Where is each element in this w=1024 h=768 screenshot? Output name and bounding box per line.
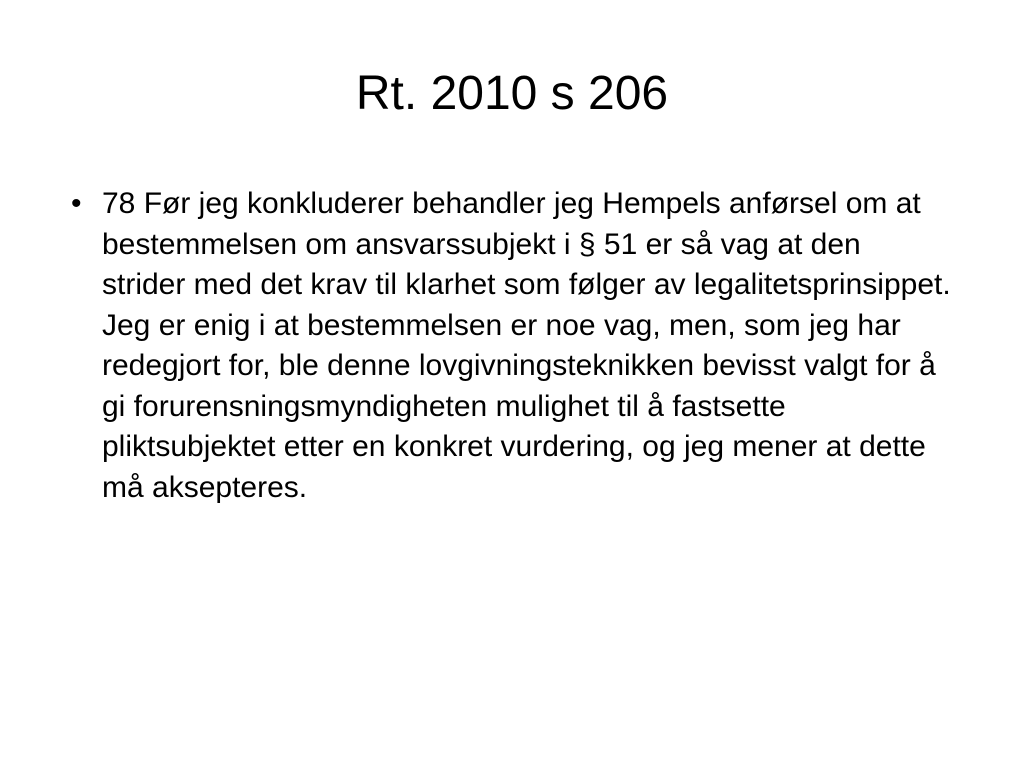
bullet-marker-icon: • [71, 187, 82, 220]
slide-title: Rt. 2010 s 206 [355, 67, 669, 120]
slide-body [60, 184, 960, 508]
bullet-item [60, 184, 960, 508]
bullet-text: 78 Før jeg konkluderer behandler jeg Hempels anførsel om at bestemmelsen om ansvarssubjekt i § 51 er så vag at den strider med det krav til klarhet som følger av legalitetsprinsippet. Jeg er enig i at bestemmelsen er noe vag, men, som jeg har redegjort for, ble denne lovgivningsteknikken bevisst valgt for å gi forurensningsmyndigheten mulighet til å fastsette pliktsubjektet etter en konkret vurdering, og jeg mener at dette må aksepteres. [102, 187, 951, 504]
bullet-list [60, 184, 960, 508]
